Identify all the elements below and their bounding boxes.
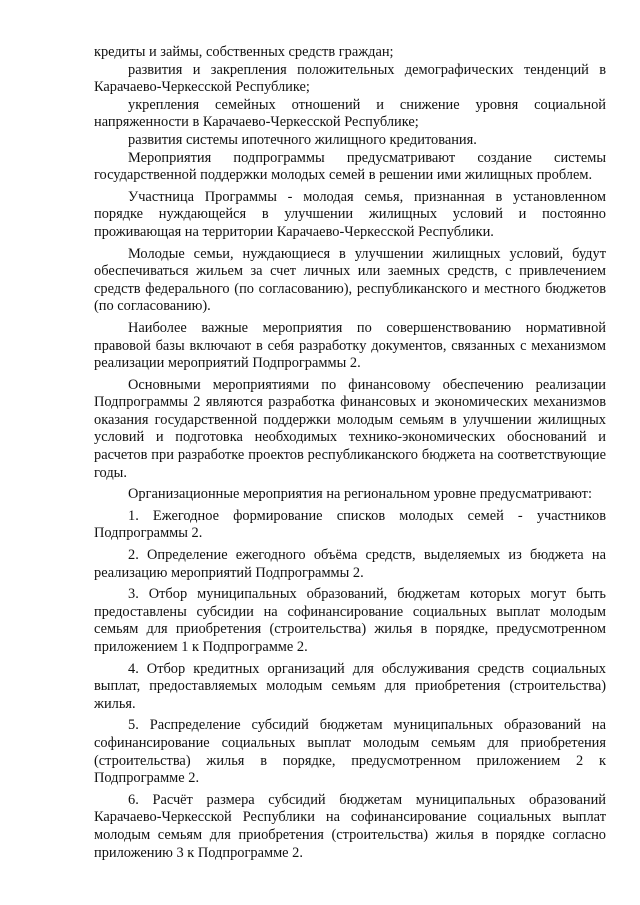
list-item-2: 2. Определение ежегодного объёма средств, выделяемых из бюджета на реализацию мероприятий Подпрограммы 2. — [94, 547, 606, 581]
list-item-1: 1. Ежегодное формирование списков молодых семей - участников Подпрограммы 2. — [94, 507, 606, 542]
paragraph-participant: Участница Программы - молодая семья, признанная в установленном порядке нуждающейся в улучшении жилищных условий и постоянно проживающая на территории Карачаево-Черкесской Республики. — [94, 188, 606, 240]
list-item-6: 6. Расчёт размера субсидий бюджетам муниципальных образований Карачаево-Черкесской Республики на софинансирование социальных выплат молодым семьям для приобретения (строительства) жилья в порядке согласно приложению 3 к Подпрограмме 2. — [94, 791, 606, 861]
paragraph-organizational-intro: Организационные мероприятия на региональном уровне предусматривают: — [128, 486, 592, 503]
list-item-4: 4. Отбор кредитных организаций для обслуживания средств социальных выплат, предоставляемых молодым семьям для приобретения (строительства) жилья. — [94, 660, 606, 712]
paragraph-demographic: развития и закрепления положительных демографических тенденций в Карачаево-Черкесской Республике; — [94, 61, 606, 96]
paragraph-continuation: кредиты и займы, собственных средств граждан; — [94, 44, 394, 60]
list-item-5: 5. Распределение субсидий бюджетам муниципальных образований на софинансирование социальных выплат молодым семьям для приобретения (строительства) жилья в порядке, предусмотренном приложением 2 к Подпрограмме 2. — [94, 717, 606, 787]
paragraph-mortgage: развития системы ипотечного жилищного кредитования. — [128, 131, 477, 148]
paragraph-subprogram-measures: Мероприятия подпрограммы предусматривают создание системы государственной поддержки молодых семей в решении ими жилищных проблем. — [94, 149, 606, 184]
paragraph-young-families: Молодые семьи, нуждающиеся в улучшении жилищных условий, будут обеспечиваться жильем за счет личных или заемных средств, с привлечением средств федерального (по согласованию), республиканского и местного бюджетов (по согласованию). — [94, 245, 606, 315]
paragraph-normative-base: Наиболее важные мероприятия по совершенствованию нормативной правовой базы включают в себя разработку документов, связанных с механизмом реализации мероприятий Подпрограммы 2. — [94, 319, 606, 372]
paragraph-financial-measures: Основными мероприятиями по финансовому обеспечению реализации Подпрограммы 2 являются разработка финансовых и экономических механизмов оказания государственной поддержки молодым семьям в улучшении жилищных условий и подготовка необходимых технико-экономических обоснований и расчетов при разработке проектов республиканского бюджета на соответствующие годы. — [94, 376, 606, 481]
paragraph-family-relations: укрепления семейных отношений и снижение уровня социальной напряженности в Карачаево-Черкесской Республике; — [94, 96, 606, 131]
list-item-3: 3. Отбор муниципальных образований, бюджетам которых могут быть предоставлены субсидии на софинансирование социальных выплат молодым семьям для приобретения (строительства) жилья в порядке, предусмотренном приложением 1 к Подпрограмме 2. — [94, 586, 606, 655]
